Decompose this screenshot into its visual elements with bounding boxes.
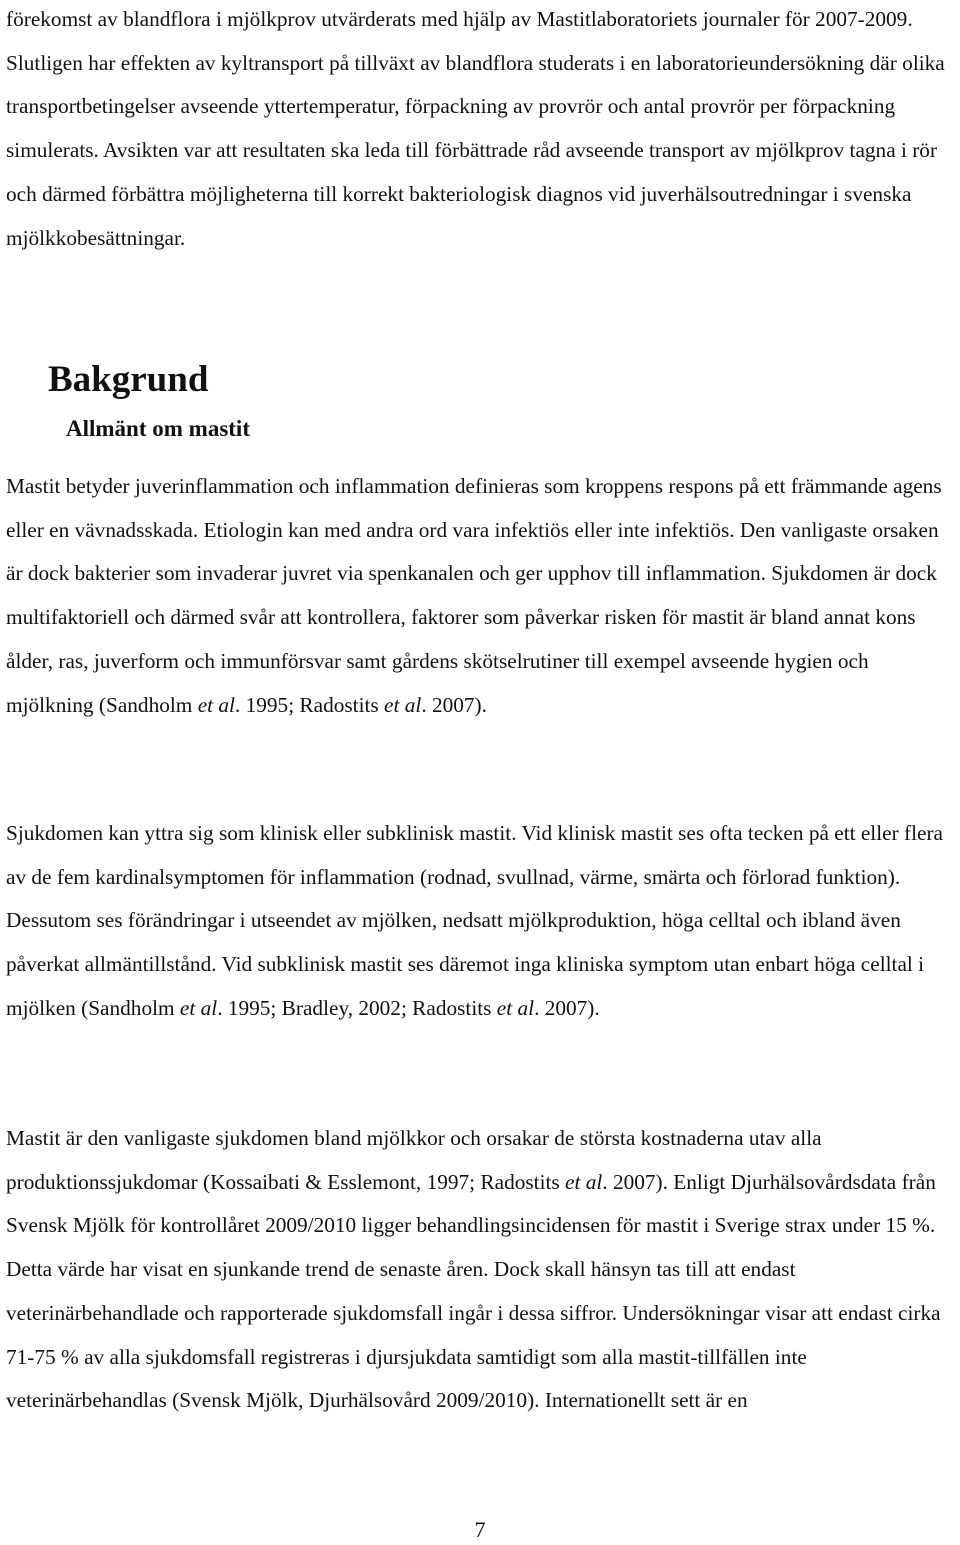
paragraph-text: Sjukdomen kan yttra sig som klinisk eller subklinisk mastit. Vid klinisk mastit ses ofta tecken på ett eller flera av de fem kardinalsymptomen för inflammation (rodnad, svullnad, värme, smärta och förlorad funktion). Dessutom ses förändringar i utseendet av mjölken, nedsatt mjölkproduktion, höga celltal och ibland även påverkat allmäntillstånd. Vid subklinisk mastit ses däremot inga kliniska symptom utan enbart höga celltal i mjölken (Sandholm (6, 821, 944, 1020)
citation-et-al: et al (179, 995, 218, 1020)
paragraph-text: . 2007). (534, 995, 600, 1020)
sub-heading: Allmänt om mastit (66, 416, 250, 441)
intro-paragraph: förekomst av blandflora i mjölkprov utvärderats med hjälp av Mastitlaboratoriets journaler för 2007-2009. Slutligen har effekten av kyltransport på tillväxt av blandflora studerats i en laboratorieundersökning där olika transportbetingelser avseende yttertemperatur, förpackning av provrör och antal provrör per förpackning simulerats. Avsikten var att resultaten ska leda till förbättrade råd avseende transport av mjölkprov tagna i rör och därmed förbättra möjligheterna till korrekt bakteriologisk diagnos vid juverhälsoutredningar i svenska mjölkkobesättningar. (6, 7, 945, 250)
body-paragraph-1 (6, 465, 954, 727)
citation-et-al: et al (197, 692, 235, 717)
paragraph-text: . 1995; Bradley, 2002; Radostits (217, 995, 497, 1020)
citation-et-al: et al (384, 692, 422, 717)
section-heading: Bakgrund (48, 359, 209, 400)
paragraph-text: . 2007). (421, 692, 487, 717)
paragraph-text: Mastit betyder juverinflammation och inflammation definieras som kroppens respons på ett främmande agens eller en vävnadsskada. Etiologin kan med andra ord vara infektiös eller inte infektiös. Den vanligaste orsaken är dock bakterier som invaderar juvret via spenkanalen och ger upphov till inflammation. Sjukdomen är dock multifaktoriell och därmed svår att kontrollera, faktorer som påverkar risken för mastit är bland annat kons ålder, ras, juverform och immunförsvar samt gårdens skötselrutiner till exempel avseende hygien och mjölkning (Sandholm (6, 474, 942, 717)
paragraph-text: . 2007). Enligt Djurhälsovårdsdata från Svensk Mjölk för kontrollåret 2009/2010 ligger behandlingsincidensen för mastit i Sverige strax under 15 %. Detta värde har visat en sjunkande trend de senaste åren. Dock skall hänsyn tas till att endast veterinärbehandlade och rapporterade sjukdomsfall ingår i dessa siffror. Undersökningar visar att endast cirka 71-75 % av alla sjukdomsfall registreras i djursjukdata samtidigt som alla mastit-tillfällen inte veterinärbehandlas (Svensk Mjölk, Djurhälsovård 2009/2010). Internationellt sett är en (6, 1169, 941, 1413)
body-paragraph-2 (6, 812, 954, 1031)
paragraph-text: Mastit är den vanligaste sjukdomen bland mjölkkor och orsakar de största kostnaderna utav alla produktionssjukdomar (Kossaibati & Esslemont, 1997; Radostits (6, 1126, 822, 1194)
paragraph-text: . 1995; Radostits (234, 692, 385, 717)
page-number: 7 (474, 1517, 486, 1542)
citation-et-al: et al (496, 995, 535, 1020)
body-paragraph-3 (6, 1117, 954, 1423)
citation-et-al: et al (565, 1169, 603, 1194)
